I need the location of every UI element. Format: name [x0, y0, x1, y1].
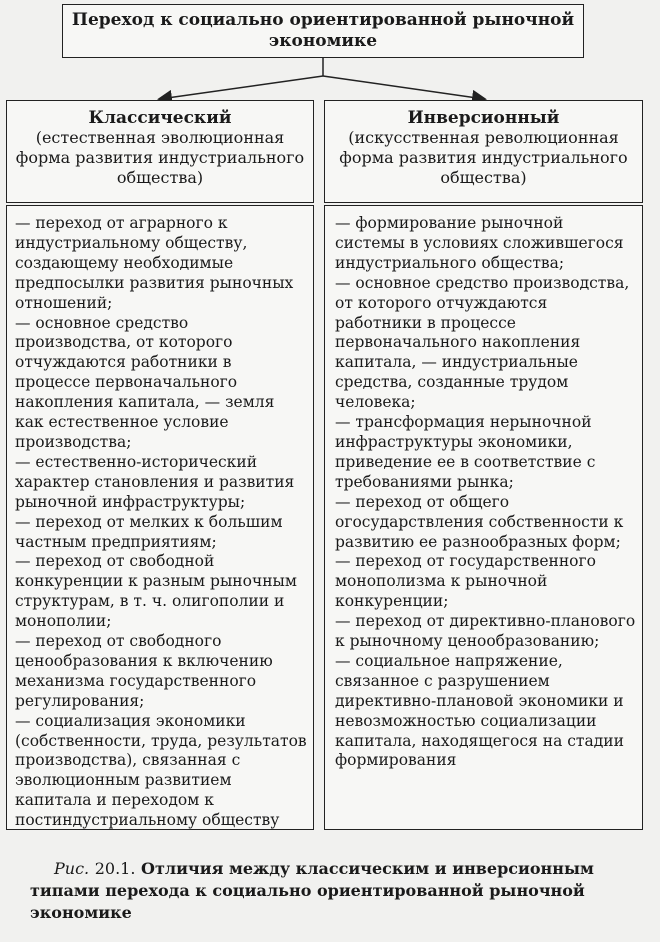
inversion-title: Инверсионный	[407, 108, 560, 128]
inversion-item: — формирование рыночной системы в условиях сложившегося индустриального общества;	[335, 214, 624, 272]
inversion-item: — переход от директивно-планового к рыночному ценообразованию;	[335, 612, 636, 651]
classic-item: — переход от свободного ценообразования к включению механизма государственного регулирования;	[15, 632, 273, 710]
classic-item: — переход от аграрного к индустриальному обществу, создающему необходимые предпосылки развития рыночных отношений;	[15, 214, 294, 312]
inversion-header	[324, 100, 643, 203]
top-title: Переход к социально ориентированной рыночной экономике	[71, 10, 575, 51]
classic-item: — основное средство производства, от которого отчуждаются работники в процессе первоначального накопления капитала, — земля как естественное условие производства;	[15, 313, 275, 451]
arrow-to-inversion	[323, 76, 484, 99]
inversion-item: — переход от государственного монополизма к рыночной конкуренции;	[335, 552, 596, 611]
classic-subtitle: (естественная эволюционная форма развития индустриального общества)	[15, 128, 305, 187]
arrow-to-classic	[160, 76, 323, 99]
classic-header	[6, 100, 314, 203]
classic-item: — естественно-исторический характер становления и развития рыночной инфраструктуры;	[15, 452, 295, 511]
caption-text: Отличия между классическим и инверсионным типами перехода к социально ориентированной рыночной экономике	[30, 859, 594, 922]
inversion-item: — основное средство производства, от которого отчуждаются работники в процессе первоначального накопления капитала, — индустриальные средства, созданные трудом человека;	[335, 273, 630, 412]
inversion-item: — переход от общего огосударствления собственности к развитию ее разнообразных форм;	[335, 492, 624, 551]
inversion-item: — социальное напряжение, связанное с разрушением директивно-плановой экономики и невозможностью социализации капитала, находящегося на стадии формирования	[335, 651, 624, 770]
classic-title: Классический	[88, 108, 232, 128]
inversion-subtitle: (искусственная революционная форма развития индустриального общества)	[339, 128, 628, 187]
top-box	[62, 4, 584, 58]
classic-item: — переход от мелких к большим частным предприятиям;	[15, 512, 283, 551]
inversion-features-box	[324, 205, 643, 830]
caption-number: 20.1.	[94, 859, 136, 878]
classic-item: — социализация экономики (собственности, труда, результатов производства), связанная с эволюционным развитием капитала и переходом к постиндустриальному обществу	[15, 711, 307, 830]
inversion-item: — трансформация нерыночной инфраструктуры экономики, приведение ее в соответствие с требованиями рынка;	[335, 413, 596, 491]
figure-caption	[30, 858, 655, 924]
classic-features-box	[6, 205, 314, 830]
caption-prefix: Рис.	[54, 859, 90, 878]
classic-item: — переход от свободной конкуренции к разным рыночным структурам, в т. ч. олигополии и монополии;	[15, 552, 297, 631]
